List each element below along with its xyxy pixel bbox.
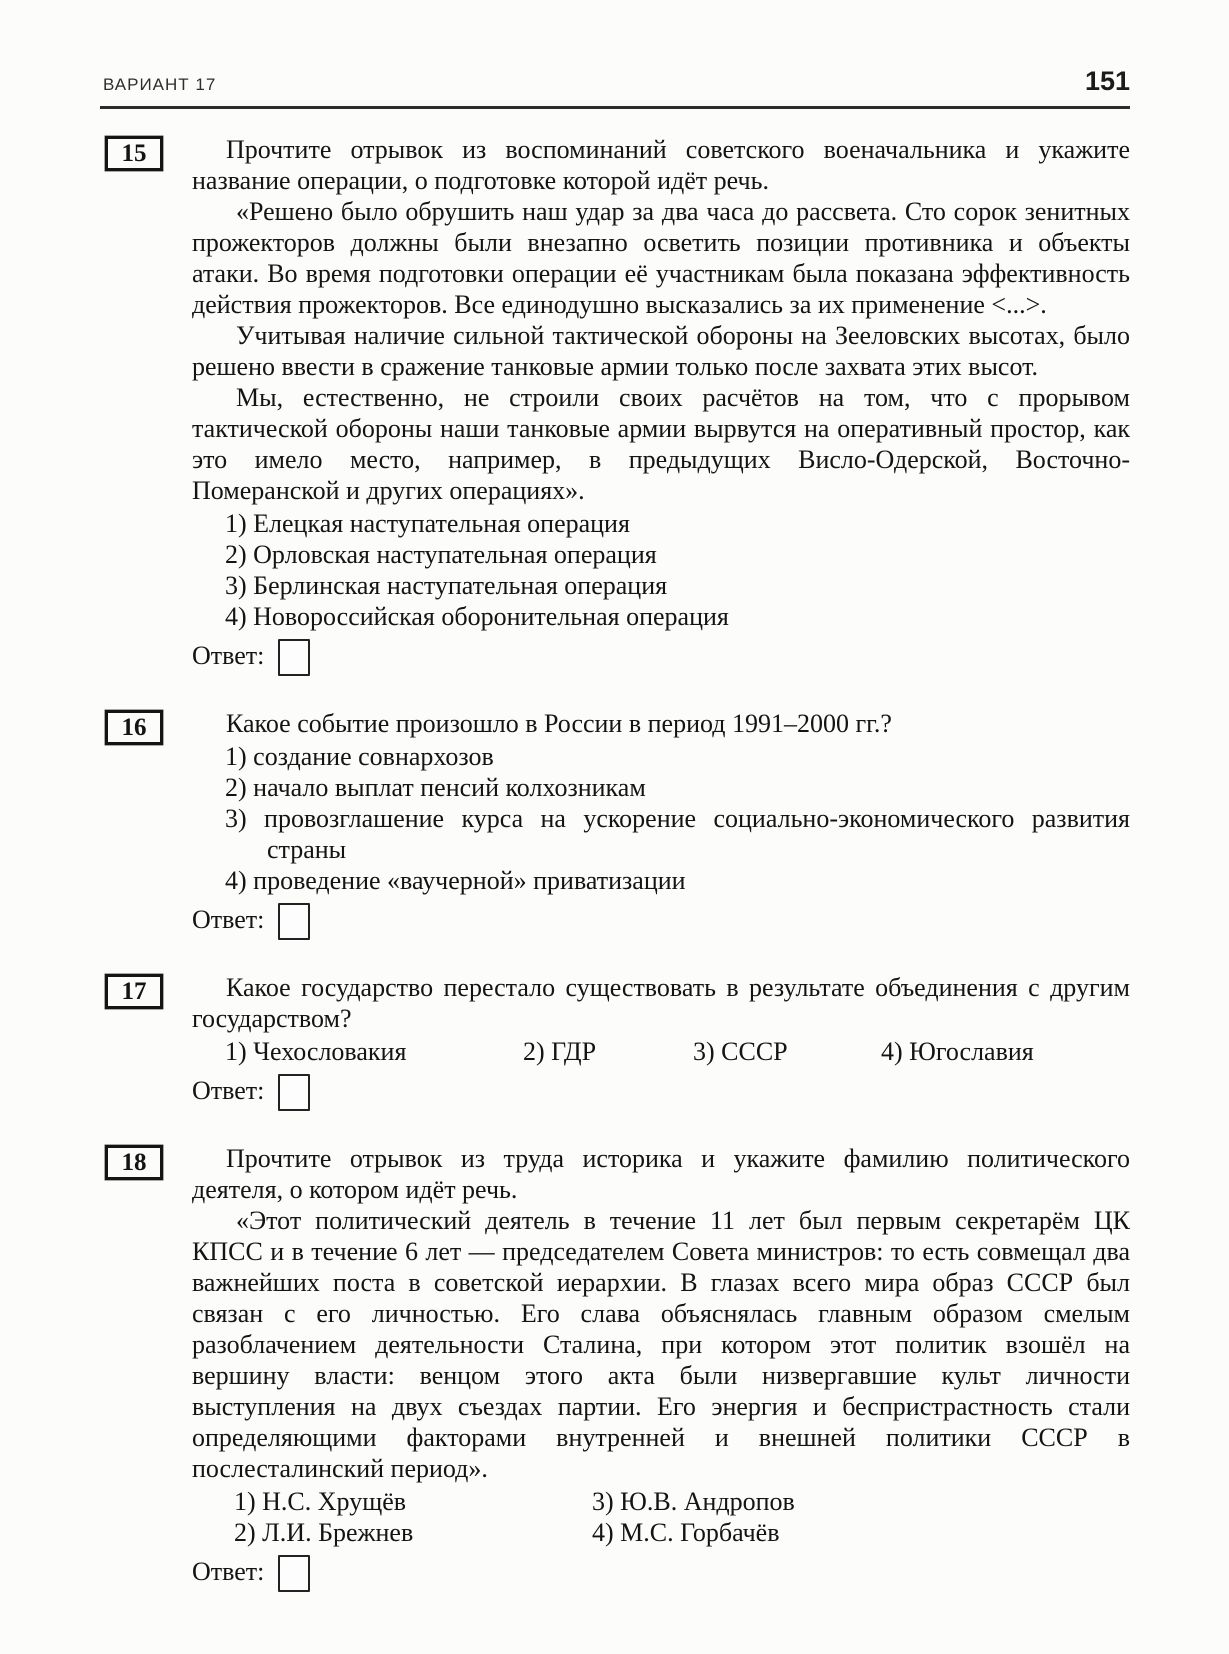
option-item: 4) Новороссийская оборонительная операция [225, 602, 729, 631]
option-item: 2) ГДР [523, 1037, 597, 1066]
quote-paragraph: Учитывая наличие сильной тактической обороны на Зееловских высотах, было решено ввести в сражение танковые армии только после захвата этих высот. [192, 321, 1130, 381]
variant-label: ВАРИАНТ 17 [103, 75, 217, 94]
option-item: 2) Л.И. Брежнев [234, 1518, 414, 1547]
answer-box[interactable] [278, 903, 310, 940]
question-intro: Какое государство перестало существовать в результате объединения с другим государством? [192, 973, 1130, 1033]
answer-row [192, 639, 1130, 681]
answer-box[interactable] [278, 639, 310, 676]
option-item: 3) СССР [693, 1037, 788, 1066]
option-item: 1) Елецкая наступательная операция [225, 509, 630, 538]
question-18-body [192, 1143, 1130, 1597]
question-intro: Прочтите отрывок из труда историка и укажите фамилию политического деятеля, о котором идёт речь. [192, 1144, 1130, 1204]
option-item: 3) провозглашение курса на ускорение социально-экономического развития страны [225, 804, 1130, 864]
question-number: 18 [121, 1148, 147, 1176]
option-item: 1) Чехословакия [225, 1037, 407, 1066]
option-item: 4) проведение «ваучерной» приватизации [225, 866, 686, 895]
quote-paragraph: Мы, естественно, не строили своих расчётов на том, что с прорывом тактической обороны наши танковые армии вырвутся на оперативный простор, как это имело место, например, в предыдущих Висло-Одерской, Восточно-Померанской и других операциях». [192, 383, 1130, 505]
option-item: 4) Югославия [881, 1037, 1034, 1066]
question-number: 16 [121, 713, 147, 741]
question-17-number-box [105, 974, 163, 1009]
question-17-body [192, 972, 1130, 1116]
question-16-number-box [105, 710, 163, 745]
option-item: 3) Ю.В. Андропов [592, 1487, 795, 1516]
question-17 [100, 972, 1130, 1116]
answer-box[interactable] [278, 1074, 310, 1111]
options-list [225, 741, 1130, 896]
question-intro: Прочтите отрывок из воспоминаний советского военачальника и укажите название операции, о подготовке которой идёт речь. [192, 135, 1130, 195]
options-two-column [234, 1486, 1130, 1548]
question-15 [100, 134, 1130, 681]
page-number: 151 [1084, 66, 1130, 96]
answer-label: Ответ: [192, 905, 265, 934]
question-16-body [192, 708, 1130, 945]
option-item: 1) создание совнархозов [225, 742, 494, 771]
quote-paragraph: «Этот политический деятель в течение 11 лет был первым секретарём ЦК КПСС и в течение 6 лет — председателем Совета министров: то есть совмещал два важнейших поста в советской иерархии. В глазах всего мира образ СССР был связан с его личностью. Его слава объяснялась главным образом смелым разоблачением деятельности Сталина, при котором этот политик взошёл на вершину власти: венцом этого акта были низвергавшие культ личности выступления на двух съездах партии. Его энергия и беспристрастность стали определяющими факторами внутренней и внешней политики СССР в послесталинский период». [192, 1206, 1130, 1483]
option-item: 2) Орловская наступательная операция [225, 540, 657, 569]
options-list [225, 508, 1130, 632]
question-number: 17 [121, 977, 147, 1005]
question-number: 15 [121, 139, 147, 167]
question-16 [100, 708, 1130, 945]
page-header [100, 66, 1130, 97]
answer-row [192, 1555, 1130, 1597]
option-item: 4) М.С. Горбачёв [592, 1518, 780, 1547]
options-row [225, 1036, 1130, 1067]
answer-box[interactable] [278, 1555, 310, 1592]
quote-paragraph: «Решено было обрушить наш удар за два часа до рассвета. Сто сорок зенитных прожекторов должны были внезапно осветить позиции противника и объекты атаки. Во время подготовки операции её участникам была показана эффективность действия прожекторов. Все единодушно высказались за их применение <...>. [192, 197, 1130, 319]
answer-label: Ответ: [192, 1076, 265, 1105]
question-15-body [192, 134, 1130, 681]
question-18 [100, 1143, 1130, 1597]
option-item: 2) начало выплат пенсий колхозникам [225, 773, 646, 802]
answer-row [192, 903, 1130, 945]
question-18-number-box [105, 1145, 163, 1180]
question-15-number-box [105, 136, 163, 171]
answer-label: Ответ: [192, 641, 265, 670]
answer-label: Ответ: [192, 1557, 265, 1586]
question-intro: Какое событие произошло в России в период 1991–2000 гг.? [226, 709, 892, 738]
option-item: 3) Берлинская наступательная операция [225, 571, 668, 600]
answer-row [192, 1074, 1130, 1116]
option-item: 1) Н.С. Хрущёв [234, 1487, 407, 1516]
header-rule [100, 106, 1130, 109]
